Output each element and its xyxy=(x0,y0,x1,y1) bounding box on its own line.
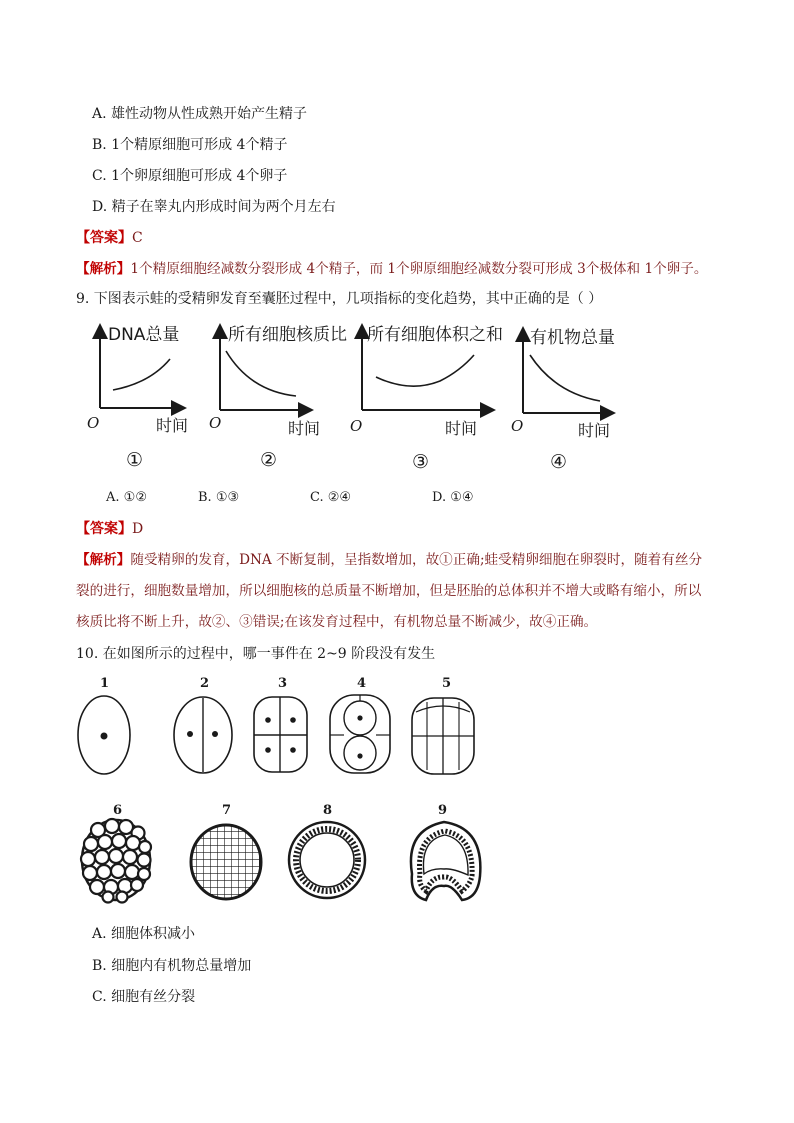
chart-2-ylabel: 所有细胞核质比 xyxy=(228,325,347,345)
option-letter: B. xyxy=(92,958,107,974)
chart-2 xyxy=(209,325,347,471)
q8-explanation xyxy=(76,260,707,278)
q10-stem: 10. 在如图所示的过程中，哪一事件在 2~9 阶段没有发生 xyxy=(76,646,436,662)
stage-number: 3 xyxy=(278,676,288,691)
stage-3-four-cell xyxy=(254,676,307,772)
option-letter: C. xyxy=(92,168,107,184)
answer-tag: 【答案】 xyxy=(76,521,132,537)
option-text: 1个卵原细胞可形成 4个卵子 xyxy=(111,168,288,184)
q9-answer xyxy=(76,520,143,538)
answer-value: C xyxy=(132,230,143,246)
chart-4-xlabel: 时间 xyxy=(578,421,611,440)
stage-4-eight-cell xyxy=(330,676,390,773)
stage-number: 6 xyxy=(113,803,123,818)
option-text: ①② xyxy=(123,490,147,505)
chart-2-xlabel: 时间 xyxy=(288,419,321,438)
stage-5-sixteen-cell xyxy=(412,676,474,774)
chart-3-number: ③ xyxy=(412,451,430,473)
answer-tag: 【答案】 xyxy=(76,230,132,246)
option-letter: B. xyxy=(92,137,107,153)
explain-tag: 【解析】 xyxy=(76,261,131,277)
stage-6-morula xyxy=(81,803,151,903)
q9-explanation-line-3: 核质比将不断上升，故②、③错误;在该发育过程中，有机物总量不断减少，故④正确。 xyxy=(76,614,598,630)
q9-option-b xyxy=(198,489,239,507)
chart-4-number: ④ xyxy=(550,451,568,473)
chart-2-number: ② xyxy=(260,449,278,471)
option-text: 细胞体积减小 xyxy=(111,926,196,942)
option-letter: C. xyxy=(92,989,107,1005)
option-letter: D. xyxy=(92,199,108,215)
stage-8-blastula-section xyxy=(289,803,365,898)
stage-number: 4 xyxy=(357,676,367,691)
q10-option-a xyxy=(92,925,195,943)
option-letter: A. xyxy=(92,926,107,942)
option-text: ①③ xyxy=(215,490,240,505)
q10-option-b xyxy=(92,957,251,975)
option-letter: B. xyxy=(198,490,212,505)
explain-text: 随受精卵的发育，DNA 不断复制，呈指数增加，故①正确;蛙受精卵细胞在卵裂时，随着有丝分 xyxy=(130,552,703,568)
chart-3-ylabel: 所有细胞体积之和 xyxy=(367,325,503,345)
q10-embryo-figure xyxy=(0,670,794,915)
chart-1-number: ① xyxy=(126,449,144,471)
q9-explanation-line-1 xyxy=(76,551,702,569)
stage-7-blastula-surface xyxy=(191,803,261,899)
q9-charts xyxy=(0,315,794,485)
chart-3-origin: O xyxy=(350,417,363,435)
answer-value: D xyxy=(132,521,144,537)
option-text: 细胞有丝分裂 xyxy=(111,989,196,1005)
q9-option-c xyxy=(310,489,351,507)
q8-option-b xyxy=(92,136,287,154)
stage-2-two-cell xyxy=(174,676,232,773)
q9-option-a xyxy=(106,489,147,507)
option-text: 精子在睾丸内形成时间为两个月左右 xyxy=(111,199,336,215)
option-letter: D. xyxy=(432,490,447,505)
explain-text: 1个精原细胞经减数分裂形成 4个精子，而 1个卵原细胞经减数分裂可形成 3个极体和 1个卵子。 xyxy=(130,261,708,277)
q9-option-d xyxy=(432,489,474,507)
q8-option-a xyxy=(92,105,307,123)
stage-number: 2 xyxy=(200,676,210,691)
stage-number: 9 xyxy=(438,803,448,818)
stage-9-gastrula-section xyxy=(411,803,480,900)
q8-option-d xyxy=(92,198,336,216)
q8-option-c xyxy=(92,167,287,185)
chart-3-xlabel: 时间 xyxy=(445,419,478,438)
option-text: ②④ xyxy=(327,490,352,505)
explain-tag: 【解析】 xyxy=(76,552,131,568)
chart-1-origin: O xyxy=(87,414,100,432)
q8-answer xyxy=(76,229,143,247)
chart-4-origin: O xyxy=(511,417,524,435)
chart-1-ylabel: DNA总量 xyxy=(108,325,180,345)
option-text: 细胞内有机物总量增加 xyxy=(111,958,252,974)
chart-3 xyxy=(350,325,503,473)
option-letter: A. xyxy=(106,490,120,505)
chart-1 xyxy=(87,325,188,471)
q9-stem: 9. 下图表示蛙的受精卵发育至囊胚过程中，几项指标的变化趋势，其中正确的是（ ） xyxy=(76,291,603,307)
option-text: 1个精原细胞可形成 4个精子 xyxy=(111,137,288,153)
q9-explanation-line-2: 裂的进行，细胞数量增加，所以细胞核的总质量不断增加，但是胚胎的总体积并不增大或略有缩小，所以 xyxy=(76,583,702,599)
stage-1-zygote xyxy=(78,676,130,774)
option-letter: C. xyxy=(310,490,324,505)
option-text: 雄性动物从性成熟开始产生精子 xyxy=(111,106,308,122)
chart-2-origin: O xyxy=(209,414,222,432)
stage-number: 5 xyxy=(442,676,452,691)
option-text: ①④ xyxy=(450,490,474,505)
stage-number: 7 xyxy=(222,803,232,818)
option-letter: A. xyxy=(92,106,107,122)
stage-number: 1 xyxy=(100,676,110,691)
chart-1-xlabel: 时间 xyxy=(156,416,189,435)
chart-4 xyxy=(511,328,615,473)
chart-4-ylabel: 有机物总量 xyxy=(530,328,615,348)
stage-number: 8 xyxy=(323,803,333,818)
q10-option-c xyxy=(92,988,195,1006)
